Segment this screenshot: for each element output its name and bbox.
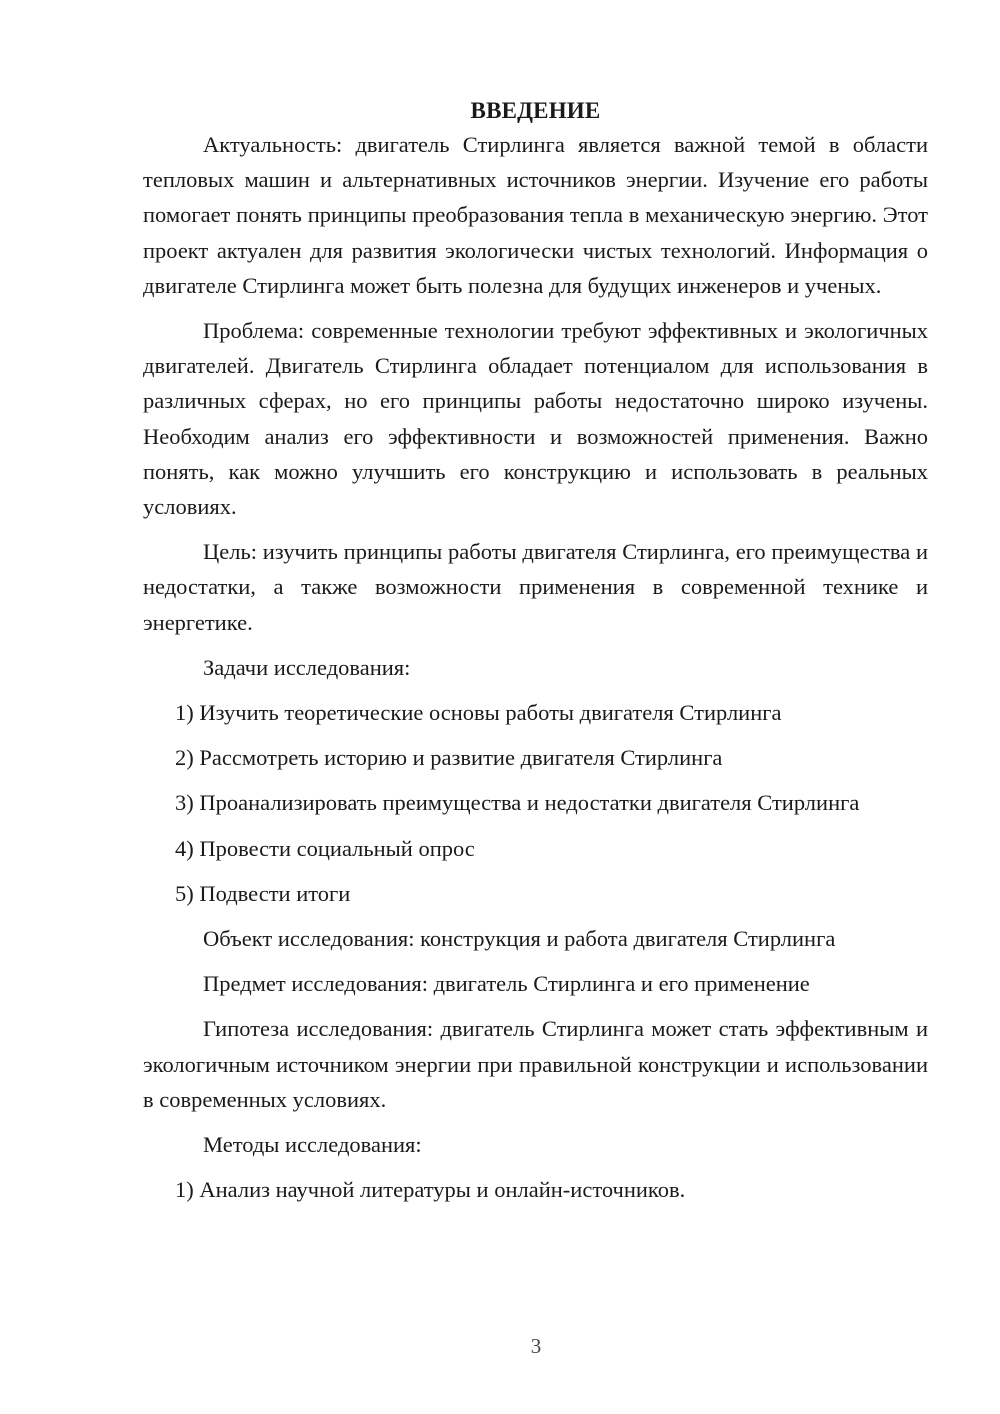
paragraph-subject: Предмет исследования: двигатель Стирлинга и его применение bbox=[203, 971, 810, 997]
task-item: 2) Рассмотреть историю и развитие двигателя Стирлинга bbox=[175, 745, 723, 771]
paragraph-goal: Цель: изучить принципы работы двигателя Стирлинга, его преимущества и недостатки, а также возможности применения в современной технике и энергетике. bbox=[143, 539, 928, 635]
page-number: 3 bbox=[530, 1334, 542, 1358]
paragraph-hypothesis: Гипотеза исследования: двигатель Стирлинга может стать эффективным и экологичным источником энергии при правильной конструкции и использовании в современных условиях. bbox=[143, 1016, 928, 1112]
task-item: 1) Изучить теоретические основы работы двигателя Стирлинга bbox=[175, 700, 782, 726]
section-title: ВВЕДЕНИЕ bbox=[470, 98, 601, 123]
task-item: 4) Провести социальный опрос bbox=[175, 835, 475, 861]
method-item: 1) Анализ научной литературы и онлайн-источников. bbox=[175, 1177, 686, 1203]
task-item: 5) Подвести итоги bbox=[175, 880, 351, 906]
tasks-heading: Задачи исследования: bbox=[203, 654, 411, 680]
methods-heading: Методы исследования: bbox=[203, 1132, 422, 1158]
paragraph-problem: Проблема: современные технологии требуют эффективных и экологичных двигателей. Двигатель Стирлинга обладает потенциалом для использования в различных сферах, но его принципы работы недостаточно широко изучены. Необходим анализ его эффективности и возможностей применения. Важно понять, как можно улучшить его конструкцию и использовать в реальных условиях. bbox=[143, 318, 928, 520]
paragraph-object: Объект исследования: конструкция и работа двигателя Стирлинга bbox=[203, 926, 836, 952]
page-content bbox=[143, 95, 928, 1207]
paragraph-relevance: Актуальность: двигатель Стирлинга является важной темой в области тепловых машин и альтернативных источников энергии. Изучение его работы помогает понять принципы преобразования тепла в механическую энергию. Этот проект актуален для развития экологически чистых технологий. Информация о двигателе Стирлинга может быть полезна для будущих инженеров и ученых. bbox=[143, 132, 928, 298]
task-item: 3) Проанализировать преимущества и недостатки двигателя Стирлинга bbox=[175, 790, 860, 816]
